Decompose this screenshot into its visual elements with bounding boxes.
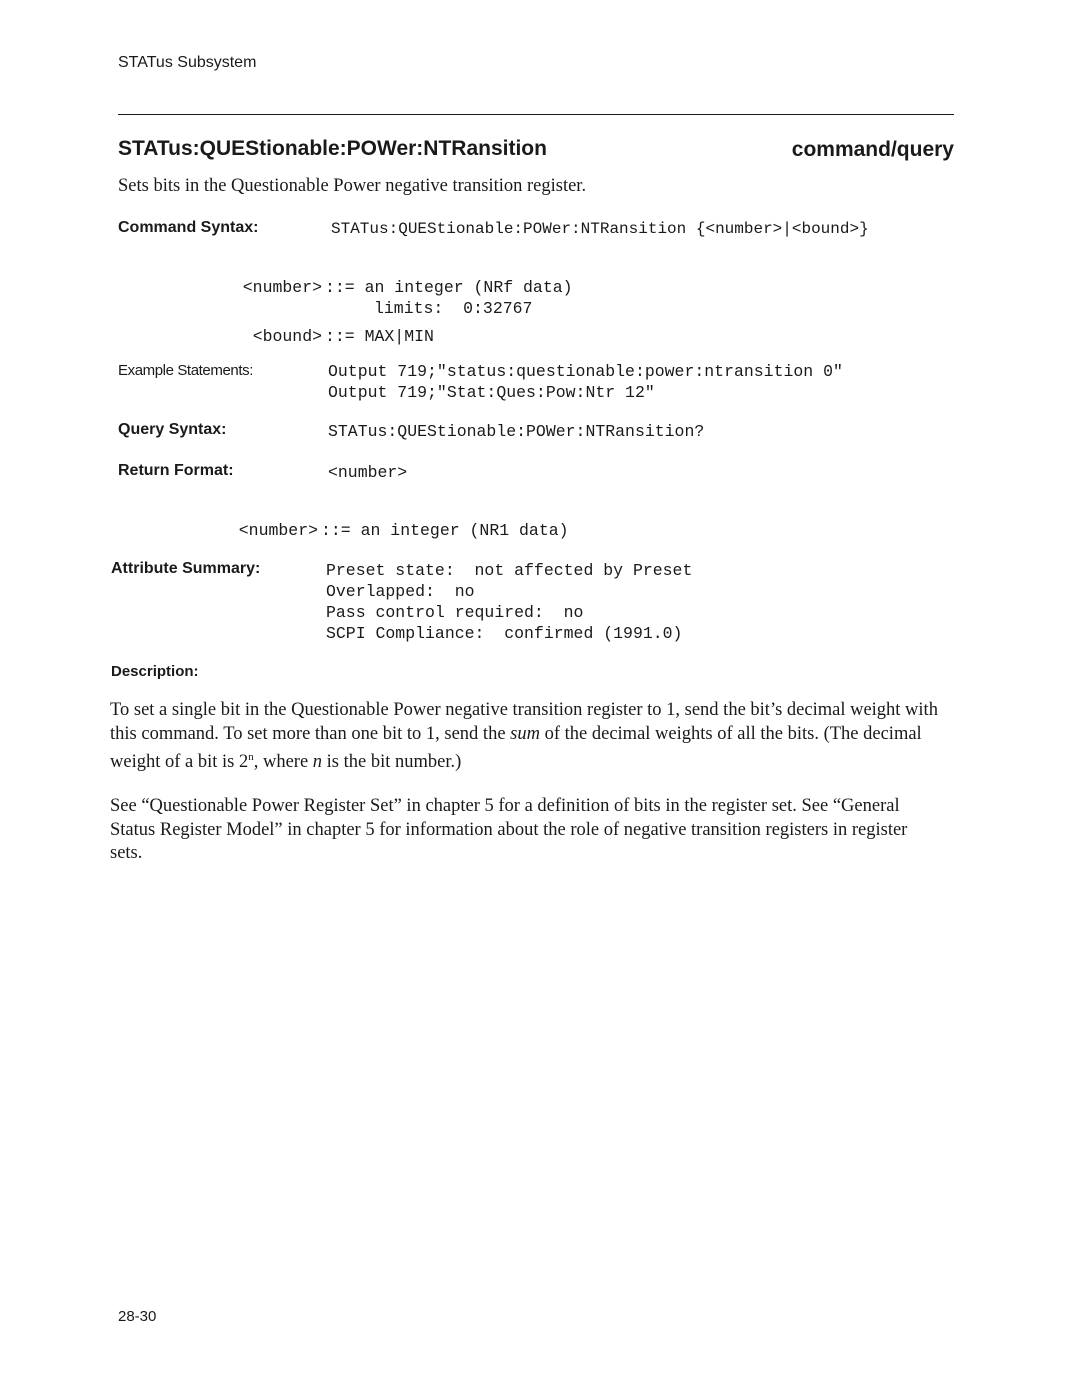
- return-param-name: <number>: [238, 521, 318, 540]
- command-summary: Sets bits in the Questionable Power negative transition register.: [118, 176, 587, 196]
- bound-param-def: ::= MAX|MIN: [325, 327, 434, 346]
- description-paragraph-1: To set a single bit in the Questionable Power negative transition register to 1, send the bit’s decimal weight with this command. To set more than one bit to 1, send the sum of the decimal weights of all the bits. (The decimal weight of a bit is 2$^n$, where n is the bit number.): [110, 700, 938, 773]
- example-statement-line: Output 719;"status:questionable:power:ntransition 0": [328, 362, 843, 381]
- return-param-def: ::= an integer (NR1 data): [321, 521, 569, 540]
- number-param-name: <number>: [242, 278, 322, 297]
- attribute-line: SCPI Compliance: confirmed (1991.0): [326, 624, 683, 643]
- command-title: STATus:QUEStionable:POWer:NTRansition: [118, 137, 547, 160]
- header-rule: [118, 114, 954, 115]
- return-format-label: Return Format:: [118, 462, 234, 479]
- attribute-line: Preset state: not affected by Preset: [326, 561, 693, 580]
- number-param-limits: limits: 0:32767: [374, 299, 533, 318]
- description-paragraph-2: See “Questionable Power Register Set” in chapter 5 for a definition of bits in the register set. See “General Status Register Model” in chapter 5 for information about the role of negative transition registers in register sets.: [110, 796, 908, 863]
- command-syntax-label: Command Syntax:: [118, 219, 259, 236]
- page-number: 28-30: [118, 1308, 157, 1325]
- command-syntax-value: STATus:QUEStionable:POWer:NTRansition {<number>|<bound>}: [331, 220, 869, 238]
- running-header: STATus Subsystem: [118, 54, 257, 71]
- example-statement-line: Output 719;"Stat:Ques:Pow:Ntr 12": [328, 383, 655, 402]
- attribute-line: Pass control required: no: [326, 603, 584, 622]
- attribute-line: Overlapped: no: [326, 582, 475, 601]
- number-param-def: ::= an integer (NRf data): [325, 278, 573, 297]
- query-syntax-value: STATus:QUEStionable:POWer:NTRansition?: [328, 422, 705, 441]
- command-type: command/query: [791, 138, 954, 161]
- example-statements-label: Example Statements:: [118, 362, 253, 379]
- description-label: Description:: [111, 663, 199, 680]
- bound-param-name: <bound>: [252, 327, 322, 346]
- attribute-summary-label: Attribute Summary:: [111, 560, 261, 577]
- query-syntax-label: Query Syntax:: [118, 421, 227, 438]
- return-format-value: <number>: [328, 463, 408, 482]
